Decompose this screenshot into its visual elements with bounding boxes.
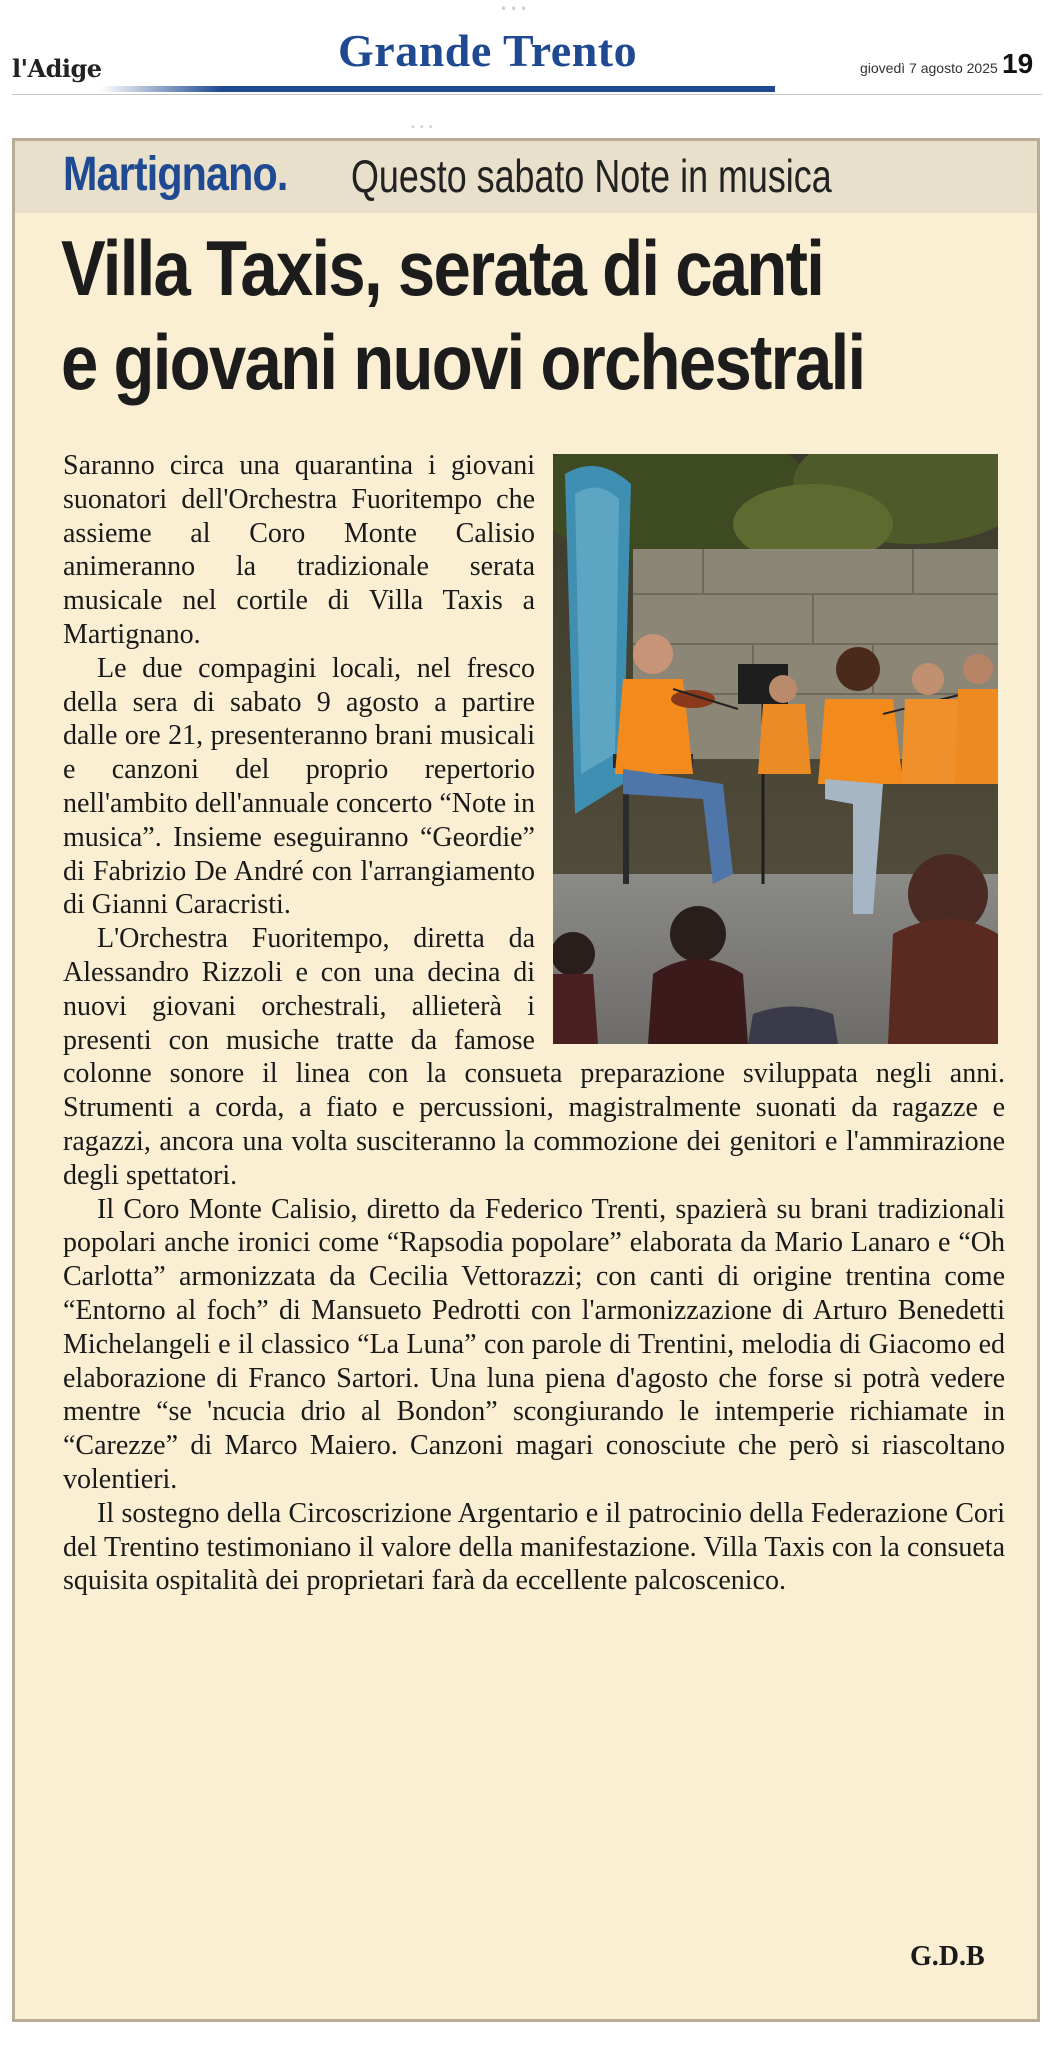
orchestra-photo (553, 454, 998, 1044)
paragraph-5: Il sostegno della Circoscrizione Argentario e il patrocinio della Federazione Cori del Trentino testimoniano il valore della manifestazione. Villa Taxis con la consueta squisita ospitalità dei proprietari farà da eccellente palcoscenico. (63, 1497, 1005, 1597)
paragraph-2: Le due compagini locali, nel fresco della sera di sabato 9 agosto a partire dalle ore 21, presenteranno brani musicali e canzoni del proprio repertorio nell'ambito dell'annuale concerto “Note in musica”. Insieme eseguiranno “Geordie” di Fabrizio De André con l'arrangiamento di Gianni Caracristi. (63, 652, 535, 921)
issue-date: giovedì 7 agosto 2025 (860, 60, 998, 76)
kicker-place: Martignano. (63, 148, 288, 201)
paragraph-4: Il Coro Monte Calisio, diretto da Federico Trenti, spazierà su brani tradizionali popolari anche ironici come “Rapsodia popolare” elaborata da Mario Lanaro e “Oh Carlotta” armonizzata da Cecilia Vettorazzi; con canti di origine trentina come “Entorno al foch” di Mansueto Pedrotti con l'armonizzazione di Arturo Benedetti Michelangeli e il classico “La Luna” con parole di Trentini, melodia di Giacomo ed elaborazione di Franco Sartori. Una luna piena d'agosto che forse si potrà vedere mentre “se 'ncucia drio al Bondon” scongiurando le intemperie richiamate in “Carezze” di Marco Maiero. Canzoni magari conosciute che però si riascoltano volentieri. (63, 1193, 1005, 1495)
section-rule (100, 86, 775, 92)
header-divider (12, 94, 1042, 95)
kicker (63, 147, 832, 202)
headline-line-1: Villa Taxis, serata di canti (61, 224, 824, 312)
page-number: 19 (1002, 48, 1034, 79)
headline-line-2: e giovani nuovi orchestrali (61, 318, 865, 406)
kicker-band (15, 141, 1037, 213)
paragraph-1: Saranno circa una quarantina i giovani suonatori dell'Orchestra Fuoritempo che assieme al Coro Monte Calisio animeranno la tradizionale serata musicale nel cortile di Villa Taxis a Martignano. (63, 450, 535, 650)
kicker-subtitle: Questo sabato Note in musica (351, 150, 832, 202)
article-clipping (12, 138, 1040, 2022)
section-title: Grande Trento (338, 25, 638, 76)
headline (61, 221, 887, 409)
masthead (0, 0, 1054, 110)
author-signature: G.D.B (910, 1941, 985, 1972)
paragraph-3: L'Orchestra Fuoritempo, diretta da Alessandro Rizzoli e con una decina di nuovi giovani orchestrali, allieterà i presenti con musiche tratte da famose colonne sonore il linea con la consueta preparazione sviluppata negli anni. Strumenti a corda, a fiato e percussioni, magistralmente suonati da ragazze e ragazzi, ancora una volta susciteranno la commozione dei genitori e l'ammirazione degli spettatori. (63, 923, 1005, 1191)
drag-handle-dots: ••• (500, 2, 531, 16)
newspaper-name: l'Adige (12, 54, 102, 83)
handle-dots-icon: ••• (410, 122, 437, 133)
